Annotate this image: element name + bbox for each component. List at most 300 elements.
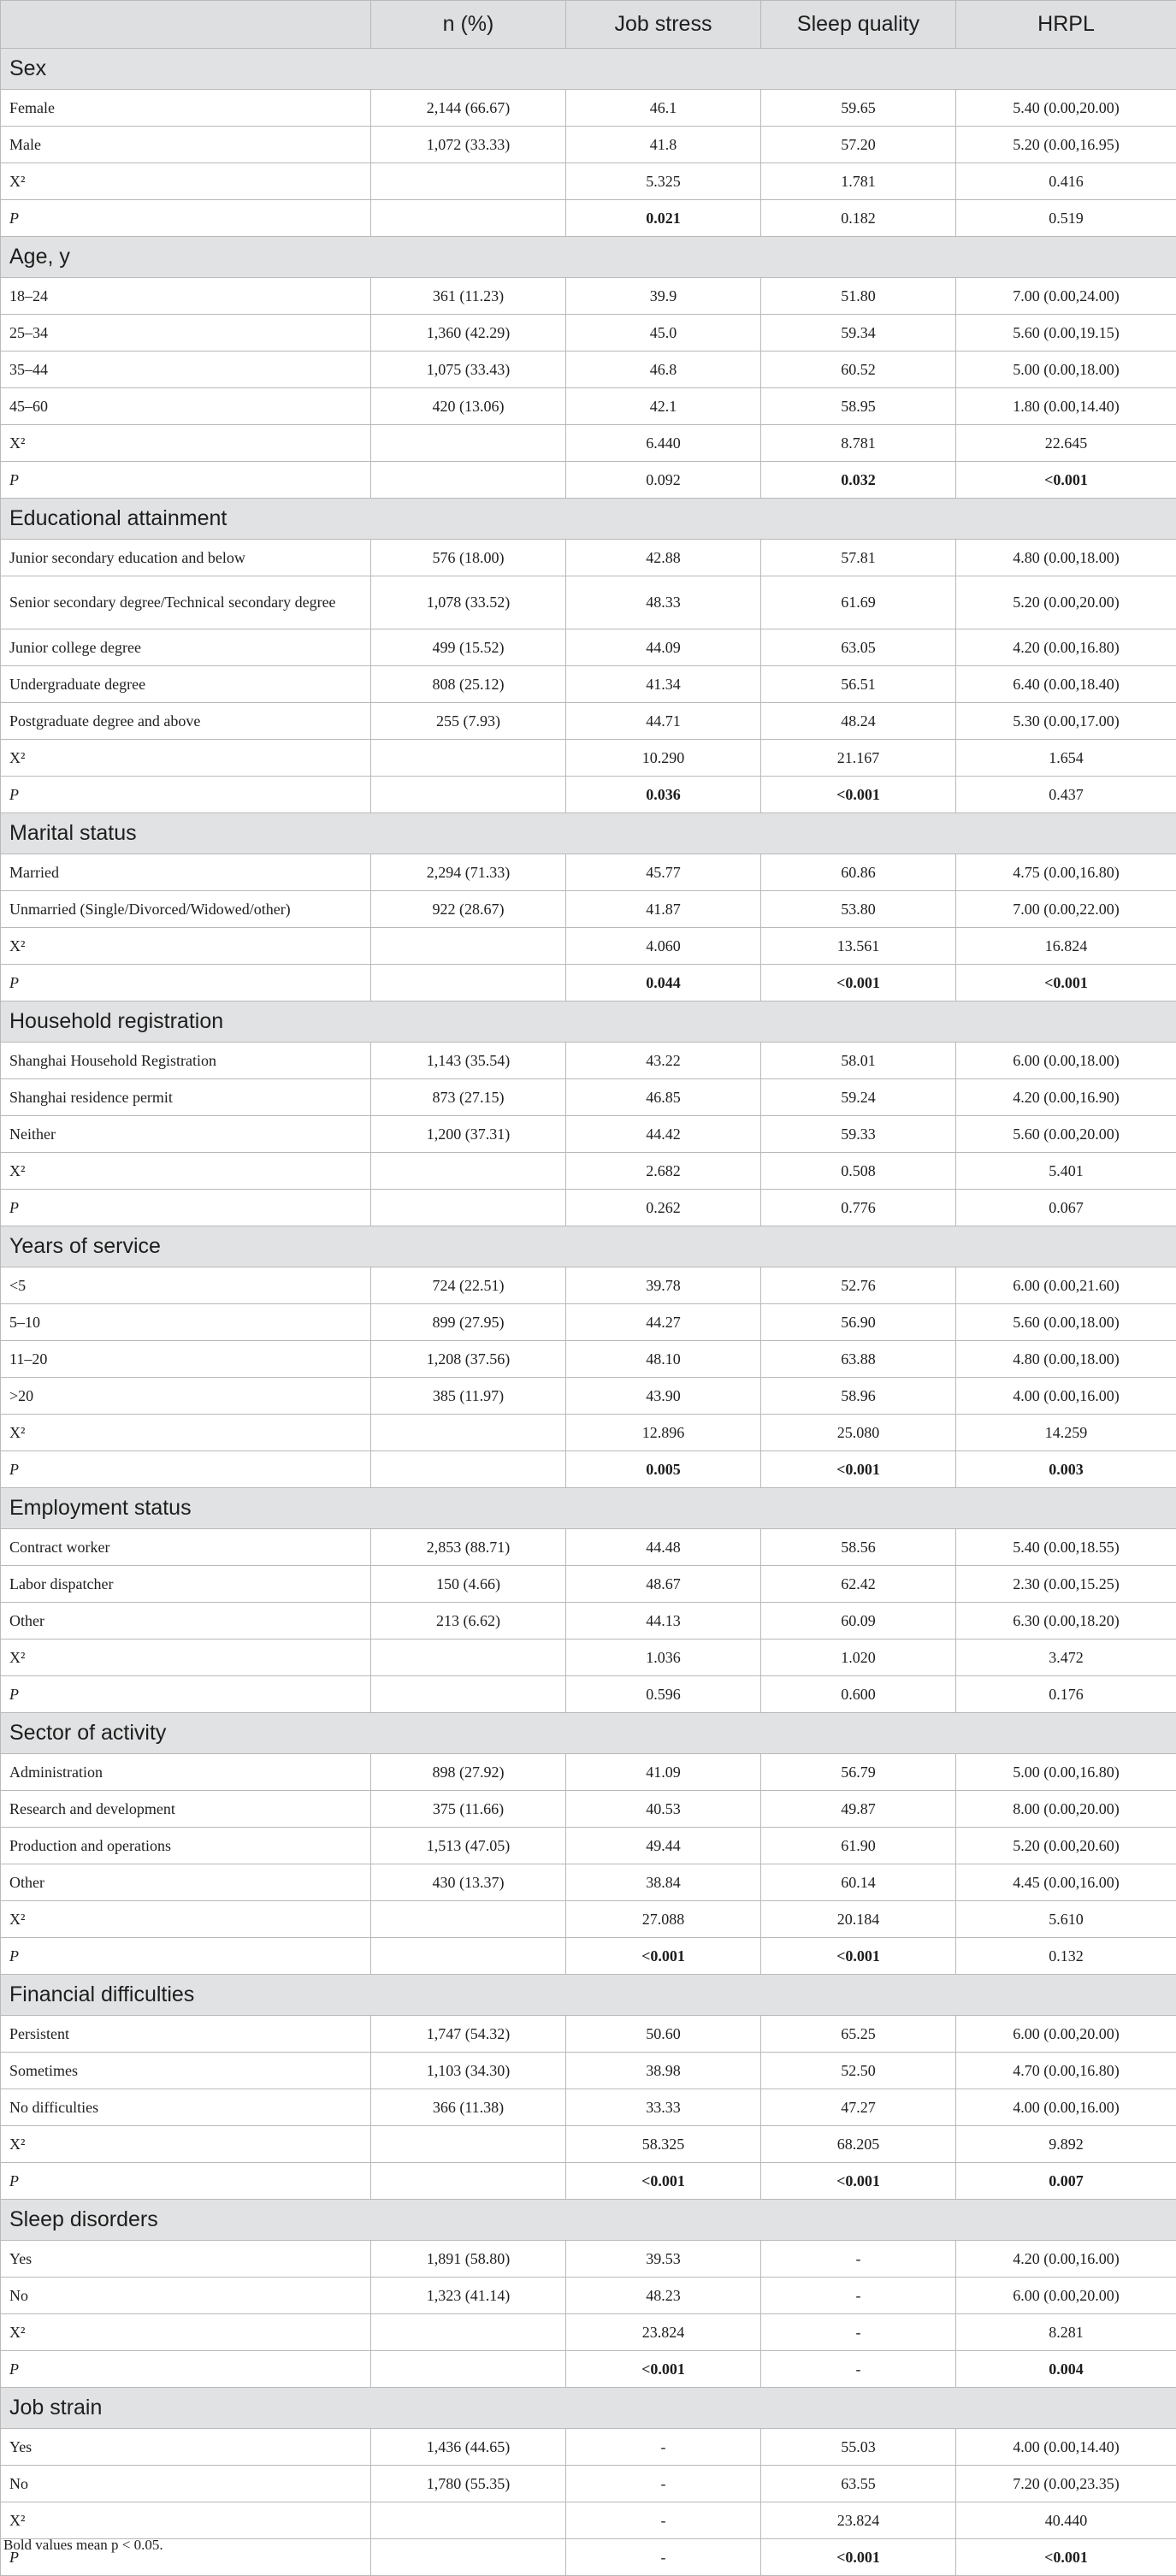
cell-sleep-quality: 63.88 bbox=[761, 1341, 956, 1378]
cell-n-percent: 873 (27.15) bbox=[371, 1079, 566, 1116]
cell-job-stress: 27.088 bbox=[566, 1901, 761, 1938]
cell-sleep-quality: 68.205 bbox=[761, 2126, 956, 2163]
cell-sleep-quality: 8.781 bbox=[761, 425, 956, 462]
row-label: P bbox=[1, 462, 371, 499]
cell-hrpl: 4.20 (0.00,16.80) bbox=[956, 629, 1176, 666]
table-row bbox=[1, 740, 1176, 777]
table-row bbox=[1, 2429, 1176, 2466]
cell-job-stress: 0.021 bbox=[566, 200, 761, 237]
section-title: Household registration bbox=[1, 1001, 1176, 1043]
table-footnote bbox=[3, 2537, 163, 2554]
row-label: X² bbox=[1, 1415, 371, 1451]
cell-hrpl: 5.00 (0.00,18.00) bbox=[956, 352, 1176, 388]
section-title: Job strain bbox=[1, 2388, 1176, 2429]
table-row bbox=[1, 1864, 1176, 1901]
table-row bbox=[1, 1378, 1176, 1415]
row-label: Persistent bbox=[1, 2016, 371, 2053]
cell-sleep-quality: 1.781 bbox=[761, 163, 956, 200]
table-row bbox=[1, 576, 1176, 629]
cell-sleep-quality: 61.90 bbox=[761, 1828, 956, 1864]
cell-job-stress: 0.596 bbox=[566, 1676, 761, 1713]
row-label: X² bbox=[1, 1640, 371, 1676]
cell-n-percent: 213 (6.62) bbox=[371, 1603, 566, 1640]
row-label: 35–44 bbox=[1, 352, 371, 388]
cell-job-stress: 58.325 bbox=[566, 2126, 761, 2163]
cell-sleep-quality: 51.80 bbox=[761, 278, 956, 315]
cell-hrpl: 0.176 bbox=[956, 1676, 1176, 1713]
cell-sleep-quality: 0.032 bbox=[761, 462, 956, 499]
cell-n-percent: 1,143 (35.54) bbox=[371, 1043, 566, 1079]
table-row bbox=[1, 1116, 1176, 1153]
row-label: Senior secondary degree/Technical secondary degree bbox=[1, 576, 371, 629]
table-row bbox=[1, 425, 1176, 462]
cell-sleep-quality: 49.87 bbox=[761, 1791, 956, 1828]
table-row bbox=[1, 1676, 1176, 1713]
cell-hrpl: 3.472 bbox=[956, 1640, 1176, 1676]
cell-sleep-quality: 61.69 bbox=[761, 576, 956, 629]
cell-sleep-quality: 58.96 bbox=[761, 1378, 956, 1415]
table-row bbox=[1, 703, 1176, 740]
cell-job-stress: 0.044 bbox=[566, 965, 761, 1001]
cell-n-percent: 1,780 (55.35) bbox=[371, 2466, 566, 2502]
table-row bbox=[1, 1901, 1176, 1938]
cell-sleep-quality: 58.56 bbox=[761, 1529, 956, 1566]
cell-sleep-quality: 1.020 bbox=[761, 1640, 956, 1676]
row-label: Shanghai residence permit bbox=[1, 1079, 371, 1116]
cell-job-stress: - bbox=[566, 2429, 761, 2466]
cell-n-percent: 2,144 (66.67) bbox=[371, 90, 566, 127]
cell-hrpl: 5.00 (0.00,16.80) bbox=[956, 1754, 1176, 1791]
table-row bbox=[1, 1451, 1176, 1488]
cell-job-stress: 44.09 bbox=[566, 629, 761, 666]
row-label: Research and development bbox=[1, 1791, 371, 1828]
cell-hrpl: 8.281 bbox=[956, 2314, 1176, 2351]
cell-hrpl: <0.001 bbox=[956, 462, 1176, 499]
cell-n-percent bbox=[371, 1451, 566, 1488]
cell-sleep-quality: 60.52 bbox=[761, 352, 956, 388]
header-sleep-quality: Sleep quality bbox=[761, 1, 956, 49]
cell-sleep-quality: - bbox=[761, 2278, 956, 2314]
cell-n-percent bbox=[371, 2163, 566, 2200]
table-row bbox=[1, 928, 1176, 965]
section-header-row bbox=[1, 2388, 1176, 2429]
cell-sleep-quality: 60.14 bbox=[761, 1864, 956, 1901]
cell-sleep-quality: <0.001 bbox=[761, 965, 956, 1001]
cell-sleep-quality: 47.27 bbox=[761, 2089, 956, 2126]
cell-job-stress: 49.44 bbox=[566, 1828, 761, 1864]
cell-hrpl: 0.007 bbox=[956, 2163, 1176, 2200]
cell-job-stress: 44.42 bbox=[566, 1116, 761, 1153]
cell-n-percent: 1,891 (58.80) bbox=[371, 2241, 566, 2278]
section-header-row bbox=[1, 1713, 1176, 1754]
row-label: Postgraduate degree and above bbox=[1, 703, 371, 740]
table-row bbox=[1, 854, 1176, 891]
cell-job-stress: 48.23 bbox=[566, 2278, 761, 2314]
cell-n-percent bbox=[371, 777, 566, 813]
cell-n-percent bbox=[371, 1190, 566, 1226]
cell-sleep-quality: 60.86 bbox=[761, 854, 956, 891]
cell-n-percent bbox=[371, 200, 566, 237]
cell-n-percent: 1,323 (41.14) bbox=[371, 2278, 566, 2314]
row-label: No bbox=[1, 2466, 371, 2502]
table-row bbox=[1, 315, 1176, 352]
section-title: Age, y bbox=[1, 237, 1176, 278]
cell-job-stress: 0.036 bbox=[566, 777, 761, 813]
cell-job-stress: 43.22 bbox=[566, 1043, 761, 1079]
row-label: P bbox=[1, 965, 371, 1001]
cell-n-percent: 255 (7.93) bbox=[371, 703, 566, 740]
cell-hrpl: 7.00 (0.00,22.00) bbox=[956, 891, 1176, 928]
cell-sleep-quality: 63.55 bbox=[761, 2466, 956, 2502]
cell-n-percent: 1,747 (54.32) bbox=[371, 2016, 566, 2053]
cell-n-percent bbox=[371, 1640, 566, 1676]
cell-n-percent: 375 (11.66) bbox=[371, 1791, 566, 1828]
table-row bbox=[1, 2351, 1176, 2388]
cell-hrpl: 6.40 (0.00,18.40) bbox=[956, 666, 1176, 703]
row-label: No difficulties bbox=[1, 2089, 371, 2126]
section-title: Sector of activity bbox=[1, 1713, 1176, 1754]
cell-n-percent: 361 (11.23) bbox=[371, 278, 566, 315]
cell-hrpl: 5.60 (0.00,18.00) bbox=[956, 1304, 1176, 1341]
cell-job-stress: 39.9 bbox=[566, 278, 761, 315]
row-label: Married bbox=[1, 854, 371, 891]
row-label: Production and operations bbox=[1, 1828, 371, 1864]
cell-n-percent: 385 (11.97) bbox=[371, 1378, 566, 1415]
cell-job-stress: 10.290 bbox=[566, 740, 761, 777]
cell-sleep-quality: 0.508 bbox=[761, 1153, 956, 1190]
cell-job-stress: 44.27 bbox=[566, 1304, 761, 1341]
cell-n-percent bbox=[371, 425, 566, 462]
cell-sleep-quality: 0.776 bbox=[761, 1190, 956, 1226]
cell-hrpl: 0.067 bbox=[956, 1190, 1176, 1226]
table-row bbox=[1, 163, 1176, 200]
row-label: Unmarried (Single/Divorced/Widowed/other) bbox=[1, 891, 371, 928]
table-row bbox=[1, 1603, 1176, 1640]
cell-n-percent: 1,072 (33.33) bbox=[371, 127, 566, 163]
cell-hrpl: 4.80 (0.00,18.00) bbox=[956, 1341, 1176, 1378]
cell-sleep-quality: 56.90 bbox=[761, 1304, 956, 1341]
cell-n-percent bbox=[371, 1415, 566, 1451]
table-row bbox=[1, 2278, 1176, 2314]
cell-hrpl: 6.00 (0.00,20.00) bbox=[956, 2016, 1176, 2053]
table-row bbox=[1, 1640, 1176, 1676]
cell-sleep-quality: 60.09 bbox=[761, 1603, 956, 1640]
cell-sleep-quality: 20.184 bbox=[761, 1901, 956, 1938]
cell-sleep-quality: 55.03 bbox=[761, 2429, 956, 2466]
cell-job-stress: 12.896 bbox=[566, 1415, 761, 1451]
cell-n-percent bbox=[371, 1938, 566, 1975]
table-row bbox=[1, 2016, 1176, 2053]
row-label: X² bbox=[1, 740, 371, 777]
cell-n-percent: 1,513 (47.05) bbox=[371, 1828, 566, 1864]
cell-n-percent bbox=[371, 1676, 566, 1713]
cell-sleep-quality: <0.001 bbox=[761, 2539, 956, 2576]
cell-job-stress: 42.1 bbox=[566, 388, 761, 425]
cell-sleep-quality: 21.167 bbox=[761, 740, 956, 777]
table-row bbox=[1, 90, 1176, 127]
cell-job-stress: 50.60 bbox=[566, 2016, 761, 2053]
cell-sleep-quality: 13.561 bbox=[761, 928, 956, 965]
row-label: No bbox=[1, 2278, 371, 2314]
table-row bbox=[1, 2502, 1176, 2539]
cell-n-percent: 150 (4.66) bbox=[371, 1566, 566, 1603]
cell-hrpl: 5.20 (0.00,20.60) bbox=[956, 1828, 1176, 1864]
cell-n-percent bbox=[371, 965, 566, 1001]
cell-hrpl: 0.437 bbox=[956, 777, 1176, 813]
row-label: P bbox=[1, 777, 371, 813]
table-row bbox=[1, 1415, 1176, 1451]
table-row bbox=[1, 462, 1176, 499]
table-row bbox=[1, 629, 1176, 666]
cell-n-percent: 1,103 (34.30) bbox=[371, 2053, 566, 2089]
cell-job-stress: 23.824 bbox=[566, 2314, 761, 2351]
cell-n-percent: 1,208 (37.56) bbox=[371, 1341, 566, 1378]
row-label: Contract worker bbox=[1, 1529, 371, 1566]
table-row bbox=[1, 2314, 1176, 2351]
table-row bbox=[1, 2163, 1176, 2200]
row-label: Female bbox=[1, 90, 371, 127]
cell-job-stress: 33.33 bbox=[566, 2089, 761, 2126]
cell-hrpl: 6.00 (0.00,20.00) bbox=[956, 2278, 1176, 2314]
row-label: X² bbox=[1, 1153, 371, 1190]
cell-job-stress: 45.0 bbox=[566, 315, 761, 352]
cell-hrpl: 5.40 (0.00,20.00) bbox=[956, 90, 1176, 127]
cell-hrpl: 5.60 (0.00,19.15) bbox=[956, 315, 1176, 352]
cell-sleep-quality: 56.51 bbox=[761, 666, 956, 703]
cell-n-percent: 808 (25.12) bbox=[371, 666, 566, 703]
row-label: P bbox=[1, 1451, 371, 1488]
cell-hrpl: 0.004 bbox=[956, 2351, 1176, 2388]
cell-sleep-quality: 52.50 bbox=[761, 2053, 956, 2089]
row-label: Sometimes bbox=[1, 2053, 371, 2089]
cell-job-stress: 4.060 bbox=[566, 928, 761, 965]
cell-hrpl: 5.30 (0.00,17.00) bbox=[956, 703, 1176, 740]
row-label: Labor dispatcher bbox=[1, 1566, 371, 1603]
cell-hrpl: 0.416 bbox=[956, 163, 1176, 200]
cell-job-stress: 41.34 bbox=[566, 666, 761, 703]
row-label: 5–10 bbox=[1, 1304, 371, 1341]
cell-job-stress: 41.09 bbox=[566, 1754, 761, 1791]
row-label: >20 bbox=[1, 1378, 371, 1415]
cell-job-stress: - bbox=[566, 2539, 761, 2576]
cell-hrpl: 40.440 bbox=[956, 2502, 1176, 2539]
section-header-row bbox=[1, 237, 1176, 278]
cell-n-percent bbox=[371, 1153, 566, 1190]
header-n-percent: n (%) bbox=[371, 1, 566, 49]
section-title: Sex bbox=[1, 49, 1176, 90]
cell-hrpl: 5.401 bbox=[956, 1153, 1176, 1190]
row-label: X² bbox=[1, 928, 371, 965]
cell-n-percent: 724 (22.51) bbox=[371, 1267, 566, 1304]
cell-job-stress: 42.88 bbox=[566, 540, 761, 576]
cell-job-stress: 39.78 bbox=[566, 1267, 761, 1304]
cell-sleep-quality: 58.01 bbox=[761, 1043, 956, 1079]
row-label: X² bbox=[1, 425, 371, 462]
cell-hrpl: 22.645 bbox=[956, 425, 1176, 462]
cell-hrpl: <0.001 bbox=[956, 965, 1176, 1001]
row-label: Administration bbox=[1, 1754, 371, 1791]
cell-job-stress: 0.005 bbox=[566, 1451, 761, 1488]
cell-hrpl: 6.30 (0.00,18.20) bbox=[956, 1603, 1176, 1640]
cell-sleep-quality: <0.001 bbox=[761, 777, 956, 813]
cell-n-percent bbox=[371, 462, 566, 499]
cell-job-stress: <0.001 bbox=[566, 2163, 761, 2200]
cell-job-stress: 48.33 bbox=[566, 576, 761, 629]
cell-hrpl: 4.70 (0.00,16.80) bbox=[956, 2053, 1176, 2089]
row-label: X² bbox=[1, 2314, 371, 2351]
row-label: Other bbox=[1, 1603, 371, 1640]
cell-n-percent: 899 (27.95) bbox=[371, 1304, 566, 1341]
cell-hrpl: 4.45 (0.00,16.00) bbox=[956, 1864, 1176, 1901]
cell-job-stress: 44.71 bbox=[566, 703, 761, 740]
cell-hrpl: 5.20 (0.00,20.00) bbox=[956, 576, 1176, 629]
cell-hrpl: 6.00 (0.00,21.60) bbox=[956, 1267, 1176, 1304]
cell-job-stress: 40.53 bbox=[566, 1791, 761, 1828]
table-row bbox=[1, 1153, 1176, 1190]
table-row bbox=[1, 1190, 1176, 1226]
cell-n-percent: 499 (15.52) bbox=[371, 629, 566, 666]
cell-hrpl: 5.20 (0.00,16.95) bbox=[956, 127, 1176, 163]
cell-n-percent bbox=[371, 2314, 566, 2351]
cell-hrpl: 8.00 (0.00,20.00) bbox=[956, 1791, 1176, 1828]
cell-n-percent bbox=[371, 2126, 566, 2163]
cell-sleep-quality: 52.76 bbox=[761, 1267, 956, 1304]
header-variable bbox=[1, 1, 371, 49]
cell-sleep-quality: 56.79 bbox=[761, 1754, 956, 1791]
row-label: 45–60 bbox=[1, 388, 371, 425]
cell-sleep-quality: 23.824 bbox=[761, 2502, 956, 2539]
cell-job-stress: 46.8 bbox=[566, 352, 761, 388]
row-label: X² bbox=[1, 2502, 371, 2539]
cell-hrpl: 5.60 (0.00,20.00) bbox=[956, 1116, 1176, 1153]
table-row bbox=[1, 777, 1176, 813]
cell-sleep-quality: 0.600 bbox=[761, 1676, 956, 1713]
cell-job-stress: 2.682 bbox=[566, 1153, 761, 1190]
row-label: P bbox=[1, 1676, 371, 1713]
table-row bbox=[1, 2241, 1176, 2278]
row-label: 18–24 bbox=[1, 278, 371, 315]
row-label: X² bbox=[1, 1901, 371, 1938]
section-header-row bbox=[1, 813, 1176, 854]
table-row bbox=[1, 1566, 1176, 1603]
section-header-row bbox=[1, 1226, 1176, 1267]
section-header-row bbox=[1, 1001, 1176, 1043]
cell-hrpl: 7.20 (0.00,23.35) bbox=[956, 2466, 1176, 2502]
table-row bbox=[1, 1304, 1176, 1341]
cell-job-stress: 41.87 bbox=[566, 891, 761, 928]
row-label: 11–20 bbox=[1, 1341, 371, 1378]
section-title: Years of service bbox=[1, 1226, 1176, 1267]
cell-n-percent: 366 (11.38) bbox=[371, 2089, 566, 2126]
row-label: X² bbox=[1, 163, 371, 200]
cell-sleep-quality: 48.24 bbox=[761, 703, 956, 740]
section-header-row bbox=[1, 1488, 1176, 1529]
header-hrpl: HRPL bbox=[956, 1, 1176, 49]
cell-hrpl: <0.001 bbox=[956, 2539, 1176, 2576]
cell-job-stress: 39.53 bbox=[566, 2241, 761, 2278]
cell-job-stress: - bbox=[566, 2502, 761, 2539]
cell-job-stress: 1.036 bbox=[566, 1640, 761, 1676]
cell-sleep-quality: - bbox=[761, 2314, 956, 2351]
cell-n-percent bbox=[371, 2351, 566, 2388]
row-label: <5 bbox=[1, 1267, 371, 1304]
cell-hrpl: 5.610 bbox=[956, 1901, 1176, 1938]
table-row bbox=[1, 278, 1176, 315]
table-row bbox=[1, 666, 1176, 703]
row-label: Undergraduate degree bbox=[1, 666, 371, 703]
cell-job-stress: 45.77 bbox=[566, 854, 761, 891]
section-header-row bbox=[1, 499, 1176, 540]
cell-hrpl: 2.30 (0.00,15.25) bbox=[956, 1566, 1176, 1603]
cell-n-percent: 898 (27.92) bbox=[371, 1754, 566, 1791]
cell-hrpl: 5.40 (0.00,18.55) bbox=[956, 1529, 1176, 1566]
row-label: X² bbox=[1, 2126, 371, 2163]
table-row bbox=[1, 2089, 1176, 2126]
cell-n-percent bbox=[371, 740, 566, 777]
cell-n-percent bbox=[371, 928, 566, 965]
table-row bbox=[1, 388, 1176, 425]
cell-hrpl: 1.654 bbox=[956, 740, 1176, 777]
table-row bbox=[1, 1938, 1176, 1975]
row-label: P bbox=[1, 200, 371, 237]
cell-n-percent bbox=[371, 1901, 566, 1938]
cell-job-stress: 38.84 bbox=[566, 1864, 761, 1901]
cell-hrpl: 0.132 bbox=[956, 1938, 1176, 1975]
row-label: Other bbox=[1, 1864, 371, 1901]
cell-hrpl: 16.824 bbox=[956, 928, 1176, 965]
section-header-row bbox=[1, 49, 1176, 90]
cell-sleep-quality: 59.34 bbox=[761, 315, 956, 352]
cell-sleep-quality: <0.001 bbox=[761, 1938, 956, 1975]
cell-sleep-quality: 57.20 bbox=[761, 127, 956, 163]
cell-n-percent bbox=[371, 2539, 566, 2576]
row-label: Junior secondary education and below bbox=[1, 540, 371, 576]
cell-sleep-quality: 58.95 bbox=[761, 388, 956, 425]
cell-hrpl: 1.80 (0.00,14.40) bbox=[956, 388, 1176, 425]
cell-n-percent: 1,075 (33.43) bbox=[371, 352, 566, 388]
table-row bbox=[1, 2126, 1176, 2163]
cell-sleep-quality: - bbox=[761, 2351, 956, 2388]
table-row bbox=[1, 891, 1176, 928]
cell-n-percent: 1,078 (33.52) bbox=[371, 576, 566, 629]
cell-sleep-quality: 59.65 bbox=[761, 90, 956, 127]
cell-sleep-quality: 63.05 bbox=[761, 629, 956, 666]
table-row bbox=[1, 2466, 1176, 2502]
cell-sleep-quality: 65.25 bbox=[761, 2016, 956, 2053]
cell-hrpl: 7.00 (0.00,24.00) bbox=[956, 278, 1176, 315]
table-row bbox=[1, 2539, 1176, 2576]
cell-n-percent: 1,360 (42.29) bbox=[371, 315, 566, 352]
cell-job-stress: 44.13 bbox=[566, 1603, 761, 1640]
row-label: Yes bbox=[1, 2429, 371, 2466]
row-label: P bbox=[1, 2163, 371, 2200]
section-title: Marital status bbox=[1, 813, 1176, 854]
row-label: Male bbox=[1, 127, 371, 163]
cell-hrpl: 4.00 (0.00,14.40) bbox=[956, 2429, 1176, 2466]
cell-sleep-quality: 57.81 bbox=[761, 540, 956, 576]
cell-n-percent: 1,200 (37.31) bbox=[371, 1116, 566, 1153]
table-row bbox=[1, 1267, 1176, 1304]
cell-n-percent: 576 (18.00) bbox=[371, 540, 566, 576]
table-row bbox=[1, 1529, 1176, 1566]
cell-hrpl: 6.00 (0.00,18.00) bbox=[956, 1043, 1176, 1079]
cell-job-stress: 41.8 bbox=[566, 127, 761, 163]
cell-hrpl: 4.75 (0.00,16.80) bbox=[956, 854, 1176, 891]
cell-n-percent bbox=[371, 2502, 566, 2539]
cell-hrpl: 4.20 (0.00,16.00) bbox=[956, 2241, 1176, 2278]
row-label: Yes bbox=[1, 2241, 371, 2278]
row-label: P bbox=[1, 1938, 371, 1975]
